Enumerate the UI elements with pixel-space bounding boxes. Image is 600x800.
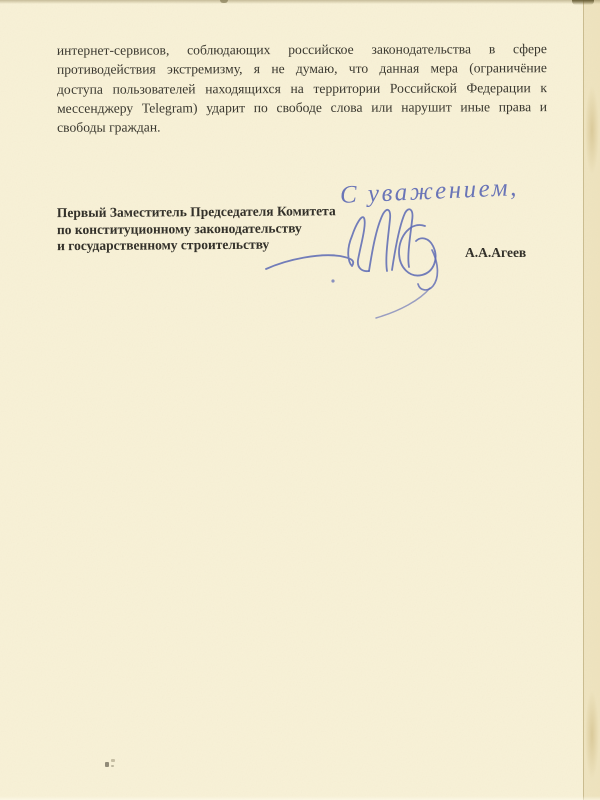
scan-stain-bottom — [585, 690, 599, 780]
signatory-title — [57, 203, 387, 255]
scan-fold-line — [583, 0, 584, 800]
signature-stroke — [399, 225, 436, 276]
signature-stroke — [418, 250, 437, 290]
body-text-line: свободы граждан. — [57, 119, 161, 136]
scan-edge-bottom — [0, 796, 600, 800]
scan-corner-mark — [572, 0, 594, 5]
body-text-line: противодействия экстремизму, я не думаю, что данная мера (ограничёние — [56, 60, 547, 78]
body-text-line: мессенджеру Telegram) ударит по свободе слова или нарушит иные права и — [57, 99, 548, 116]
scan-stain-top — [585, 85, 599, 175]
scan-edge-top — [0, 0, 600, 4]
pencil-smudge — [103, 759, 115, 769]
signature-stroke — [376, 288, 430, 318]
body-text-line: интернет-сервисов, соблюдающих российское законодательства в сфере — [56, 41, 547, 58]
signatory-title-line: Первый Заместитель Председателя Комитета — [56, 203, 336, 221]
body-paragraph — [57, 39, 547, 137]
signer-name: А.А.Агеев — [465, 245, 527, 260]
body-text-line: доступа пользователей находящихся на территории Российской Федерации к — [56, 79, 548, 97]
signatory-title-line: и государственному строительству — [57, 236, 270, 254]
handwritten-closing: С уважением, — [339, 174, 520, 209]
signature-ink-dot — [331, 279, 334, 282]
signatory-title-line: по конституционному законодательству — [56, 219, 302, 237]
signature-stroke — [392, 209, 412, 270]
